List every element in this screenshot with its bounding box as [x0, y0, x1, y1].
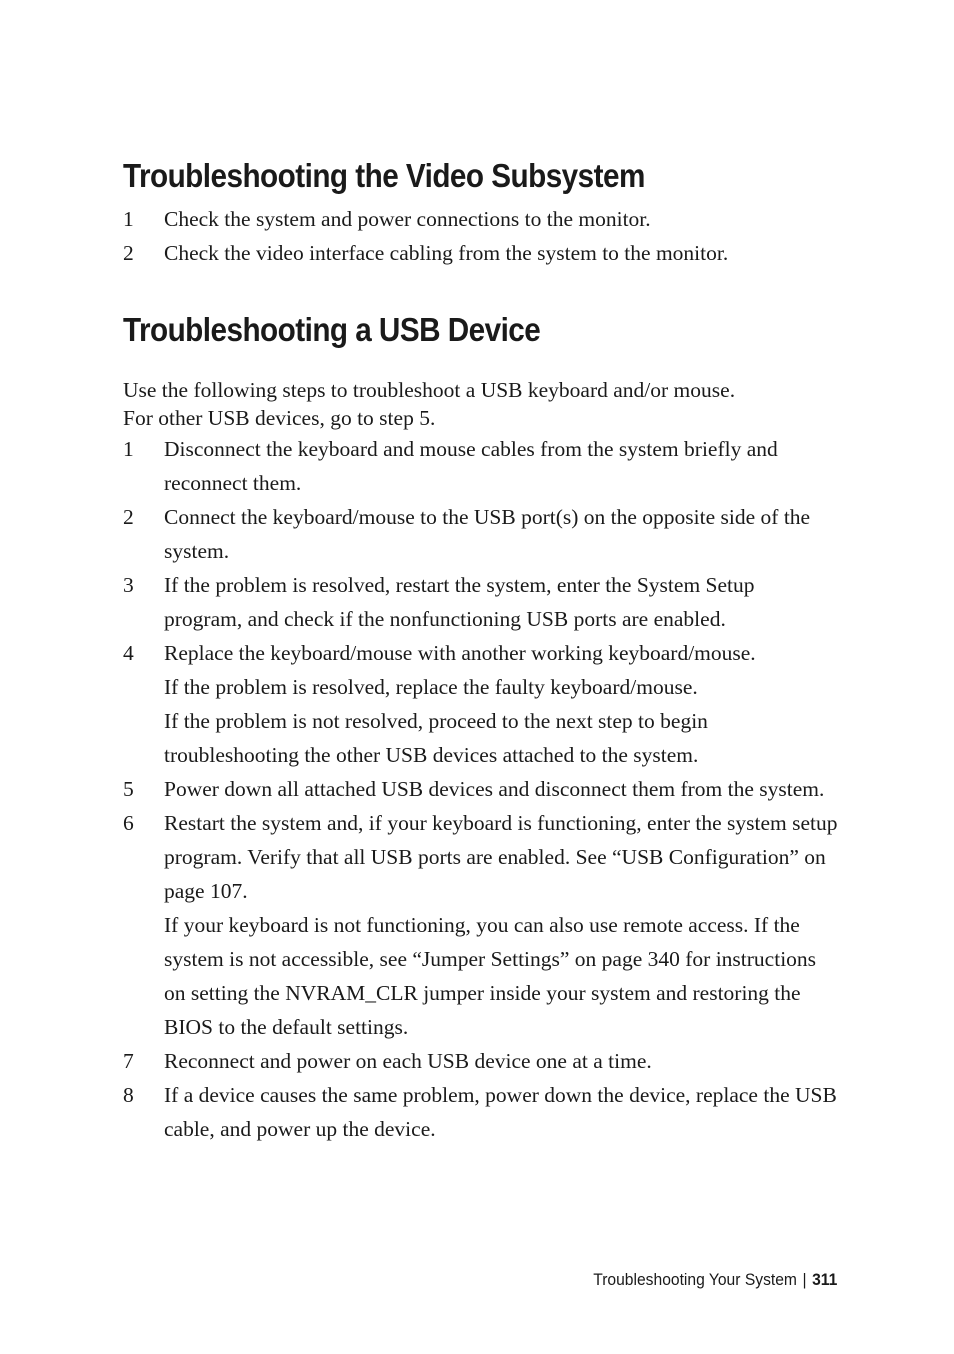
step-number: 2: [123, 505, 134, 529]
step-text: If the problem is resolved, restart the system, enter the System Setup program, and check if the nonfunctioning USB ports are enabled.: [164, 573, 755, 631]
list-item: [123, 236, 838, 270]
step-number: 2: [123, 241, 134, 265]
video-steps-list: [123, 202, 838, 270]
step-text: If a device causes the same problem, power down the device, replace the USB cable, and power up the device.: [164, 1083, 837, 1141]
step-number: 1: [123, 207, 134, 231]
usb-steps-list: [123, 432, 838, 1146]
step-text: Connect the keyboard/mouse to the USB port(s) on the opposite side of the system.: [164, 505, 811, 563]
intro-line: For other USB devices, go to step 5.: [123, 406, 436, 430]
step-number: 6: [123, 811, 134, 835]
step-text: Reconnect and power on each USB device one at a time.: [164, 1049, 652, 1073]
list-item: [123, 636, 838, 772]
step-text: Power down all attached USB devices and disconnect them from the system.: [164, 777, 825, 801]
list-item: [123, 772, 838, 806]
page-footer: [593, 1270, 837, 1290]
page-number: 311: [811, 1270, 837, 1289]
step-text: Restart the system and, if your keyboard is functioning, enter the system setup program. Verify that all USB ports are enabled. See “USB Configuration” on page 107.: [164, 811, 838, 903]
step-paragraph: If the problem is resolved, replace the faulty keyboard/mouse.: [164, 675, 698, 699]
list-item: [123, 432, 838, 500]
list-item: [123, 1078, 838, 1146]
page-content: [123, 150, 838, 1146]
step-number: 8: [123, 1083, 134, 1107]
step-text: Check the video interface cabling from the system to the monitor.: [164, 241, 729, 265]
intro-line: Use the following steps to troubleshoot a USB keyboard and/or mouse.: [123, 378, 736, 402]
footer-separator: |: [802, 1270, 807, 1289]
step-text: Disconnect the keyboard and mouse cables from the system briefly and reconnect them.: [164, 437, 778, 495]
list-item: [123, 1044, 838, 1078]
list-item: [123, 806, 838, 1044]
list-item: [123, 500, 838, 568]
step-number: 1: [123, 437, 134, 461]
step-paragraph: If the problem is not resolved, proceed to the next step to begin troubleshooting the other USB devices attached to the system.: [164, 709, 708, 767]
step-text: Check the system and power connections to the monitor.: [164, 207, 651, 231]
step-number: 3: [123, 573, 134, 597]
footer-chapter-title: Troubleshooting Your System: [592, 1270, 797, 1289]
step-number: 4: [123, 641, 134, 665]
step-paragraph: If your keyboard is not functioning, you can also use remote access. If the system is not accessible, see “Jumper Settings” on page 340 for instructions on setting the NVRAM_CLR jumper inside your system and restoring the BIOS to the default settings.: [164, 913, 817, 1039]
step-number: 7: [123, 1049, 134, 1073]
list-item: [123, 202, 838, 236]
usb-intro: [123, 376, 838, 432]
list-item: [123, 568, 838, 636]
usb-section-title: Troubleshooting a USB Device: [123, 311, 541, 348]
step-number: 5: [123, 777, 134, 801]
video-section-title: Troubleshooting the Video Subsystem: [123, 157, 645, 194]
step-text: Replace the keyboard/mouse with another working keyboard/mouse.: [164, 641, 756, 665]
